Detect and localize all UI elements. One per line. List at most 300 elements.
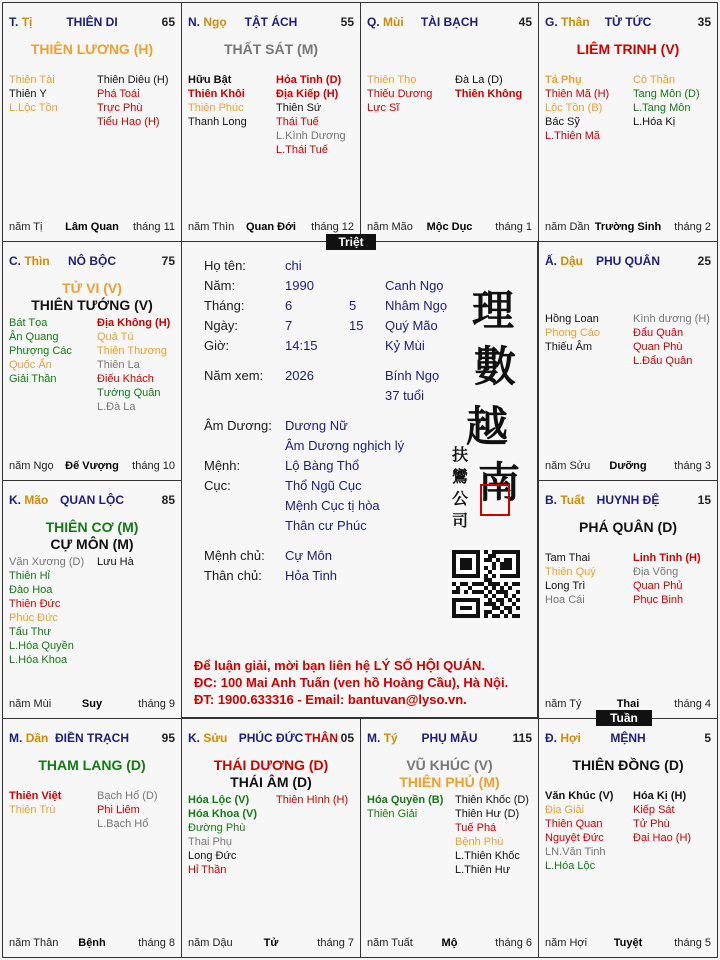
palace-thin[interactable] xyxy=(2,241,182,481)
minor-star: L.Đà La xyxy=(97,401,136,413)
info-value: chi xyxy=(285,258,302,273)
minor-star: Điếu Khách xyxy=(97,373,154,385)
palace-header xyxy=(545,493,711,509)
info-label: Tháng: xyxy=(204,298,245,313)
minor-star: Thiên Hình (H) xyxy=(276,794,349,806)
minor-star: Thiên Khôi xyxy=(188,88,245,100)
minor-stars-right xyxy=(633,551,701,607)
palace-hoi[interactable] xyxy=(538,718,718,958)
minor-star: Hỏa Tinh (D) xyxy=(276,74,342,86)
branch-name: Mùi xyxy=(383,15,404,29)
branch-name: Tị xyxy=(21,15,33,29)
branch-prefix: Ấ. xyxy=(545,254,557,268)
main-star: THÁI DƯƠNG (D) xyxy=(213,757,329,773)
branch-prefix: M. xyxy=(367,731,381,745)
palace-number: 85 xyxy=(161,493,175,507)
palace-footer xyxy=(188,221,354,235)
month-label: tháng 10 xyxy=(132,460,175,472)
minor-star: Thiên Đức xyxy=(9,598,61,610)
triet-tag: Triệt xyxy=(326,234,376,250)
year-label: năm Tuất xyxy=(367,937,413,949)
year-label: năm Thân xyxy=(9,937,59,949)
minor-star: Thiên Trù xyxy=(9,804,56,816)
main-star: TỬ VI (V) xyxy=(62,280,122,296)
branch-prefix: N. xyxy=(188,15,200,29)
info-can-chi: Canh Ngọ xyxy=(385,278,444,293)
minor-star: Thiên Sứ xyxy=(276,102,322,114)
branch-name: Hợi xyxy=(560,731,581,745)
palace-number: 65 xyxy=(161,15,175,29)
info-value: Thổ Ngũ Cục xyxy=(285,478,362,493)
month-label: tháng 12 xyxy=(311,221,354,233)
branch-label xyxy=(9,731,48,745)
minor-star: Hữu Bật xyxy=(188,74,232,86)
main-star: THIÊN LƯƠNG (H) xyxy=(30,41,154,57)
minor-star: Đà La (D) xyxy=(455,74,503,86)
info-value: Cự Môn xyxy=(285,548,332,563)
minor-stars-right xyxy=(97,555,134,569)
minor-star: Tiểu Hao (H) xyxy=(97,116,160,128)
year-label: năm Ngọ xyxy=(9,460,54,472)
minor-star: Hóa Lộc (V) xyxy=(188,794,250,806)
branch-label xyxy=(9,254,50,268)
branch-prefix: K. xyxy=(188,731,200,745)
minor-star: Văn Khúc (V) xyxy=(545,790,614,802)
life-stage: Đế Vượng xyxy=(65,460,119,472)
main-star: PHÁ QUÂN (D) xyxy=(579,519,677,535)
minor-star: Tả Phụ xyxy=(545,74,582,86)
minor-star: Bạch Hổ (D) xyxy=(97,790,158,802)
minor-star: Thiên La xyxy=(97,359,140,371)
palace-ngo[interactable] xyxy=(181,2,361,242)
minor-star: Quan Phù xyxy=(633,341,683,353)
palace-number: 05 xyxy=(340,731,354,745)
minor-star: L.Hóa Khoa xyxy=(9,654,68,666)
seal-char: 司 xyxy=(452,511,469,530)
main-star: THIÊN ĐỒNG (D) xyxy=(572,757,684,773)
life-stage: Dưỡng xyxy=(609,460,647,472)
branch-name: Ngọ xyxy=(203,15,227,29)
minor-star: L.Bạch Hổ xyxy=(97,818,149,830)
minor-stars-right xyxy=(633,312,710,368)
minor-stars-left xyxy=(545,73,609,143)
palace-footer xyxy=(9,937,175,951)
branch-name: Sửu xyxy=(203,731,228,745)
minor-star: Quốc Ấn xyxy=(9,359,52,371)
minor-star: Thiên Tài xyxy=(9,74,55,86)
minor-star: Tử Phù xyxy=(633,818,670,830)
minor-star: Thiên Thương xyxy=(97,345,168,357)
palace-dau[interactable] xyxy=(538,241,718,481)
palace-suu[interactable] xyxy=(181,718,361,958)
branch-name: Tý xyxy=(383,731,398,745)
than-marker: THÂN xyxy=(304,731,338,745)
palace-header xyxy=(9,731,175,747)
year-label: năm Thìn xyxy=(188,221,235,233)
info-value: 7 xyxy=(285,318,293,333)
minor-star: Kình dương (H) xyxy=(633,313,710,325)
minor-stars-right xyxy=(455,793,529,877)
info-label: Năm xem: xyxy=(204,368,264,383)
minor-star: Quả Tú xyxy=(97,331,134,343)
minor-star: Địa Võng xyxy=(633,566,679,578)
branch-label xyxy=(545,15,590,29)
info-can-chi: Quý Mão xyxy=(385,318,438,333)
minor-stars-left xyxy=(188,793,257,877)
branch-label xyxy=(9,15,32,29)
life-stage: Quan Đới xyxy=(246,221,296,233)
branch-prefix: C. xyxy=(9,254,21,268)
palace-footer xyxy=(9,698,175,712)
minor-star: L.Thiên Mã xyxy=(545,130,601,142)
palace-number: 95 xyxy=(161,731,175,745)
minor-star: Thiên Mã (H) xyxy=(545,88,610,100)
minor-stars-right xyxy=(633,73,700,129)
minor-star: Tuế Phá xyxy=(455,822,497,834)
main-star: VŨ KHÚC (V) xyxy=(406,757,493,773)
year-label: năm Tị xyxy=(9,221,43,233)
minor-star: Thiếu Âm xyxy=(545,341,593,353)
branch-label xyxy=(367,731,398,745)
palace-name: PHU QUÂN xyxy=(595,254,660,268)
minor-star: LN.Văn Tinh xyxy=(545,846,606,858)
minor-star: L.Đẩu Quân xyxy=(633,355,693,367)
info-value: Dương Nữ xyxy=(285,418,348,433)
year-label: năm Mùi xyxy=(9,698,52,710)
palace-name: TẬT ÁCH xyxy=(244,15,298,29)
qr-code[interactable] xyxy=(452,550,520,618)
branch-prefix: K. xyxy=(9,493,21,507)
info-value-line2: Âm Dương nghịch lý xyxy=(285,438,405,453)
palace-name: HUYNH ĐỆ xyxy=(596,493,660,507)
branch-label xyxy=(9,493,48,507)
life-stage: Mộ xyxy=(441,937,458,949)
minor-star: Phượng Các xyxy=(9,345,72,357)
minor-stars-right xyxy=(97,316,170,414)
info-value: Hỏa Tinh xyxy=(285,568,338,583)
month-label: tháng 3 xyxy=(674,460,711,472)
life-stage: Thai xyxy=(616,698,640,710)
minor-stars-left xyxy=(9,789,61,817)
minor-star: Thai Phụ xyxy=(188,836,233,848)
main-star: THIÊN TƯỚNG (V) xyxy=(31,297,153,313)
info-label: Mệnh: xyxy=(204,458,241,473)
minor-stars-right xyxy=(633,789,691,845)
minor-star: Thiên Diêu (H) xyxy=(97,74,169,86)
branch-label xyxy=(367,15,404,29)
minor-star: Phi Liêm xyxy=(97,804,140,816)
year-label: năm Dần xyxy=(545,221,590,233)
palace-number: 15 xyxy=(697,493,711,507)
minor-star: Tấu Thư xyxy=(9,626,52,638)
palace-mui[interactable] xyxy=(360,2,539,242)
minor-star: Hóa Kị (H) xyxy=(633,790,687,802)
minor-star: L.Lộc Tồn xyxy=(9,102,58,114)
palace-number: 25 xyxy=(697,254,711,268)
main-star: THÁI ÂM (D) xyxy=(230,774,312,790)
palace-footer xyxy=(545,221,711,235)
minor-stars-left xyxy=(367,793,443,821)
life-stage: Lâm Quan xyxy=(65,221,119,233)
seal-char: 鸞 xyxy=(452,467,469,486)
palace-number: 55 xyxy=(340,15,354,29)
life-stage: Tử xyxy=(263,937,279,949)
palace-mao[interactable] xyxy=(2,480,182,719)
minor-stars-right xyxy=(276,73,346,157)
branch-label xyxy=(545,731,581,745)
minor-star: L.Thiên Hư xyxy=(455,864,511,876)
info-label: Họ tên: xyxy=(204,258,246,273)
month-label: tháng 4 xyxy=(674,698,711,710)
minor-stars-left xyxy=(545,551,596,607)
minor-star: Phúc Đức xyxy=(9,612,58,624)
info-value-line3: Thân cư Phúc xyxy=(285,518,367,533)
palace-ty[interactable] xyxy=(360,718,539,958)
minor-star: Bát Tọa xyxy=(9,317,48,329)
minor-star: Thiên Quý xyxy=(545,566,596,578)
palace-name: TÀI BẠCH xyxy=(420,15,479,29)
palace-number: 5 xyxy=(704,731,711,745)
minor-star: Lực Sĩ xyxy=(367,102,400,114)
palace-number: 45 xyxy=(518,15,532,29)
info-label: Cục: xyxy=(204,478,231,493)
palace-header xyxy=(545,731,711,747)
minor-stars-left xyxy=(367,73,432,115)
minor-star: Bệnh Phù xyxy=(455,836,504,848)
palace-header xyxy=(545,254,711,270)
year-label: năm Dậu xyxy=(188,937,233,949)
life-stage: Trường Sinh xyxy=(594,221,662,233)
info-label: Giờ: xyxy=(204,338,230,353)
minor-star: Bác Sỹ xyxy=(545,116,580,128)
palace-ti[interactable] xyxy=(2,2,182,242)
calligraphy-char: 南 xyxy=(478,458,521,507)
minor-star: Tam Thai xyxy=(545,552,591,564)
palace-dan[interactable] xyxy=(2,718,182,958)
palace-footer xyxy=(545,460,711,474)
info-value: 1990 xyxy=(285,278,314,293)
palace-name: TỬ TỨC xyxy=(604,15,652,29)
minor-star: Địa Không (H) xyxy=(97,317,171,329)
month-label: tháng 7 xyxy=(317,937,354,949)
seal-char: 公 xyxy=(452,489,469,508)
palace-footer xyxy=(367,221,532,235)
branch-prefix: Q. xyxy=(367,15,380,29)
seal-char: 扶 xyxy=(452,445,469,464)
minor-star: Linh Tinh (H) xyxy=(633,552,701,564)
minor-star: Giải Thần xyxy=(9,373,57,385)
palace-header xyxy=(188,731,354,747)
year-label: năm Mão xyxy=(367,221,413,233)
minor-stars-left xyxy=(9,555,84,667)
palace-than[interactable] xyxy=(538,2,718,242)
minor-star: L.Tang Môn xyxy=(633,102,691,114)
branch-prefix: B. xyxy=(545,493,557,507)
minor-star: Trực Phù xyxy=(97,102,143,114)
minor-star: L.Thái Tuế xyxy=(276,144,328,156)
minor-star: Ân Quang xyxy=(9,331,59,343)
palace-header xyxy=(545,15,711,31)
info-label: Mệnh chủ: xyxy=(204,548,265,563)
main-star: THIÊN PHỦ (M) xyxy=(399,774,500,790)
palace-footer xyxy=(9,221,175,235)
palace-header xyxy=(9,15,175,31)
minor-star: Phong Cáo xyxy=(545,327,601,339)
minor-stars-right xyxy=(455,73,522,101)
minor-star: Thiên Phúc xyxy=(188,102,244,114)
life-stage: Mộc Dục xyxy=(426,221,473,233)
minor-star: Đào Hoa xyxy=(9,584,53,596)
minor-stars-left xyxy=(9,73,58,115)
main-star: THAM LANG (D) xyxy=(38,757,146,773)
branch-label xyxy=(188,15,227,29)
minor-star: Hóa Khoa (V) xyxy=(188,808,258,820)
life-stage: Tuyệt xyxy=(613,937,643,949)
contact-line: Để luận giải, mời bạn liên hệ LÝ SỐ HỘI QUÁN. xyxy=(194,658,485,673)
minor-star: Thiên Thọ xyxy=(367,74,417,86)
branch-prefix: Đ. xyxy=(545,731,557,745)
minor-star: Thiên Hỉ xyxy=(9,570,50,582)
minor-stars-right xyxy=(97,789,158,831)
minor-star: Hóa Quyền (B) xyxy=(367,794,444,806)
branch-name: Dậu xyxy=(560,254,584,268)
branch-name: Thìn xyxy=(24,254,50,268)
branch-name: Tuất xyxy=(560,493,585,507)
palace-number: 115 xyxy=(512,731,532,745)
minor-star: Hoa Cái xyxy=(545,594,585,606)
year-label: năm Tý xyxy=(545,698,582,710)
calligraphy-char: 越 xyxy=(466,402,509,451)
minor-star: Thiên Không xyxy=(455,88,523,100)
palace-number: 75 xyxy=(161,254,175,268)
minor-star: Kiếp Sát xyxy=(633,804,675,816)
palace-header xyxy=(188,15,354,31)
minor-star: Đẩu Quân xyxy=(633,327,684,339)
minor-stars-right xyxy=(276,793,348,807)
tuan-tag: Tuần xyxy=(596,710,652,726)
branch-label xyxy=(188,731,227,745)
minor-star: L.Thiên Khốc xyxy=(455,850,520,862)
palace-header xyxy=(9,254,175,270)
minor-stars-left xyxy=(188,73,247,129)
minor-star: Long Trì xyxy=(545,580,586,592)
info-can-chi: Bính Ngọ xyxy=(385,368,440,383)
palace-name: QUAN LỘC xyxy=(60,493,124,507)
main-star: LIÊM TRINH (V) xyxy=(576,41,680,57)
minor-star: Hỉ Thần xyxy=(188,864,227,876)
info-value: 6 xyxy=(285,298,293,313)
branch-prefix: M. xyxy=(9,731,23,745)
palace-footer xyxy=(367,937,532,951)
branch-label xyxy=(545,493,585,507)
minor-star: Đại Hao (H) xyxy=(633,832,692,844)
minor-star: Phục Binh xyxy=(633,594,684,606)
info-value-line2: Mệnh Cục tị hòa xyxy=(285,498,380,513)
minor-star: Thiên Y xyxy=(9,88,47,100)
minor-star: L.Kình Dương xyxy=(276,130,346,142)
branch-name: Mão xyxy=(24,493,49,507)
info-value: 2026 xyxy=(285,368,314,383)
info-value-lunar: 15 xyxy=(349,318,364,333)
info-label: Âm Dương: xyxy=(204,418,272,433)
minor-stars-left xyxy=(9,316,72,386)
minor-star: Địa Giải xyxy=(545,804,585,816)
info-value-lunar: 5 xyxy=(349,298,357,313)
palace-footer xyxy=(188,937,354,951)
branch-name: Thân xyxy=(561,15,590,29)
minor-star: L.Hóa Quyền xyxy=(9,640,74,652)
palace-name: ĐIỀN TRẠCH xyxy=(55,731,129,745)
info-value: Lộ Bàng Thổ xyxy=(285,458,360,473)
info-can-chi: Kỷ Mùi xyxy=(385,338,425,353)
palace-number: 35 xyxy=(697,15,711,29)
info-label: Năm: xyxy=(204,278,236,293)
branch-name: Dần xyxy=(25,731,49,745)
branch-label xyxy=(545,254,583,268)
calligraphy-char: 數 xyxy=(474,342,517,391)
info-can-chi: Nhâm Ngọ xyxy=(385,298,448,313)
minor-star: Long Đức xyxy=(188,850,237,862)
month-label: tháng 6 xyxy=(495,937,532,949)
minor-star: Nguyệt Đức xyxy=(545,832,604,844)
minor-stars-left xyxy=(545,312,600,354)
minor-star: Lộc Tồn (B) xyxy=(545,102,603,114)
palace-header xyxy=(367,731,532,747)
palace-name: MỆNH xyxy=(610,731,646,745)
branch-prefix: G. xyxy=(545,15,558,29)
minor-star: Cô Thần xyxy=(633,74,675,86)
palace-header xyxy=(9,493,175,509)
minor-star: Lưu Hà xyxy=(97,556,134,568)
month-label: tháng 5 xyxy=(674,937,711,949)
center-info-panel xyxy=(181,241,538,718)
year-label: năm Hợi xyxy=(545,937,588,949)
minor-star: Thanh Long xyxy=(188,116,247,128)
life-stage: Suy xyxy=(81,698,103,710)
main-star: THIÊN CƠ (M) xyxy=(45,519,139,535)
minor-star: Địa Kiếp (H) xyxy=(276,88,339,100)
calligraphy-char: 理 xyxy=(472,286,515,335)
minor-star: Thiên Giải xyxy=(367,808,418,820)
red-seal xyxy=(480,484,510,516)
info-age: 37 tuổi xyxy=(385,388,425,403)
month-label: tháng 11 xyxy=(132,221,175,233)
info-label: Ngày: xyxy=(204,318,238,333)
contact-line: ĐT: 1900.633316 - Email: bantuvan@lyso.vn. xyxy=(194,692,467,707)
minor-star: L.Hóa Kị xyxy=(633,116,676,128)
minor-star: Quan Phủ xyxy=(633,580,683,592)
life-stage: Bệnh xyxy=(78,937,106,949)
minor-star: Tướng Quân xyxy=(97,387,161,399)
palace-name: PHÚC ĐỨC xyxy=(238,731,304,745)
minor-star: Thiên Quan xyxy=(545,818,603,830)
minor-star: Hồng Loan xyxy=(545,313,599,325)
minor-star: Thiên Việt xyxy=(9,790,62,802)
palace-header xyxy=(367,15,532,31)
palace-name: THIÊN DI xyxy=(66,15,118,29)
minor-star: Thiên Hư (D) xyxy=(455,808,520,820)
minor-star: Văn Xương (D) xyxy=(9,556,85,568)
minor-star: Phá Toái xyxy=(97,88,140,100)
palace-tuat[interactable] xyxy=(538,480,718,719)
minor-star: Tang Môn (D) xyxy=(633,88,700,100)
palace-footer xyxy=(545,937,711,951)
minor-star: L.Hóa Lộc xyxy=(545,860,596,872)
palace-name: NÔ BỘC xyxy=(68,254,116,268)
month-label: tháng 1 xyxy=(495,221,532,233)
palace-footer xyxy=(9,460,175,474)
month-label: tháng 9 xyxy=(138,698,175,710)
